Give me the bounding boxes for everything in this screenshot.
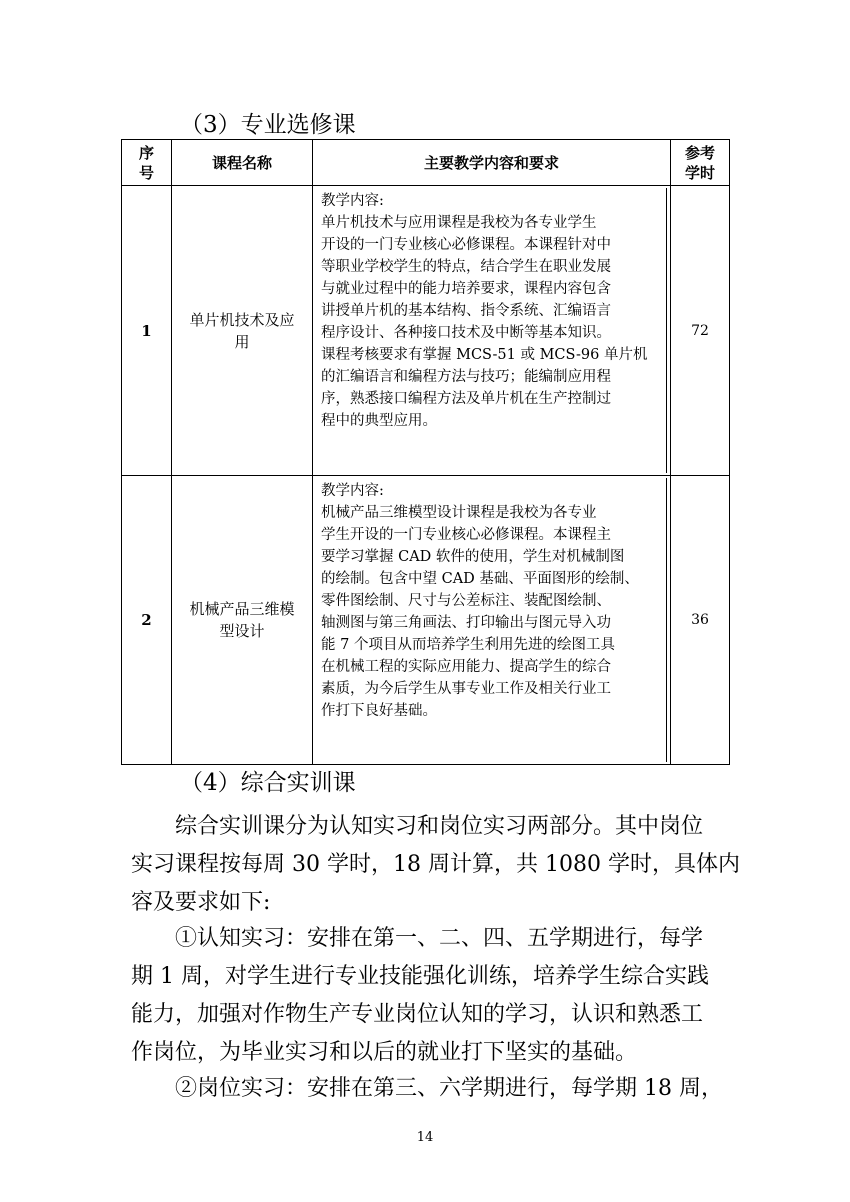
section-title-electives: （3）专业选修课: [180, 112, 356, 138]
content-line: 讲授单片机的基本结构、指令系统、汇编语言: [321, 303, 611, 319]
content-line: 要学习掌握 CAD 软件的使用，学生对机械制图: [321, 549, 625, 565]
course-name: 单片机技术及应 用: [172, 186, 313, 476]
header-course-name: 课程名称: [172, 140, 313, 186]
table-row: [122, 476, 730, 765]
course-content: [313, 186, 671, 476]
table-header-row: [122, 140, 730, 186]
content-line: 的绘制。包含中望 CAD 基础、平面图形的绘制、: [321, 571, 639, 587]
content-line: 单片机技术与应用课程是我校为各专业学生: [321, 215, 597, 231]
intro-paragraph: 综合实训课分为认知实习和岗位实习两部分。其中岗位 实习课程按每周 30 学时，18 周计算，共 1080 学时，具体内 容及要求如下:: [131, 814, 740, 915]
content-line: 序，熟悉接口编程方法及单片机在生产控制过: [321, 391, 611, 407]
content-line: 开设的一门专业核心必修课程。本课程针对中: [321, 237, 611, 253]
content-line: 课程考核要求有掌握 MCS-51 或 MCS-96 单片机: [321, 347, 648, 363]
content-line: 机械产品三维模型设计课程是我校为各专业: [321, 505, 597, 521]
course-hours: 36: [671, 476, 730, 765]
job-internship-paragraph: ②岗位实习：安排在第三、六学期进行，每学期 18 周，: [175, 1076, 723, 1101]
content-line: 的汇编语言和编程方法与技巧；能编制应用程: [321, 369, 611, 385]
header-hours: 参考 学时: [671, 140, 730, 186]
content-line: 作打下良好基础。: [321, 703, 437, 719]
content-line: 程中的典型应用。: [321, 413, 437, 429]
content-line: 轴测图与第三角画法、打印输出与图元导入功: [321, 615, 611, 631]
content-line: 教学内容:: [321, 193, 384, 209]
page-number: 14: [416, 1130, 434, 1145]
content-line: 在机械工程的实际应用能力、提高学生的综合: [321, 659, 611, 675]
row-index: 2: [122, 476, 172, 765]
header-content: 主要教学内容和要求: [313, 140, 671, 186]
content-line: 学生开设的一门专业核心必修课程。本课程主: [321, 527, 611, 543]
row-index: 1: [122, 186, 172, 476]
table-row: [122, 186, 730, 476]
content-line: 与就业过程中的能力培养要求，课程内容包含: [321, 281, 611, 297]
course-name: 机械产品三维模 型设计: [172, 476, 313, 765]
content-line: 教学内容:: [321, 483, 384, 499]
content-line: 程序设计、各种接口技术及中断等基本知识。: [321, 325, 611, 341]
content-line: 零件图绘制、尺寸与公差标注、装配图绘制、: [321, 593, 611, 609]
content-line: 等职业学校学生的特点，结合学生在职业发展: [321, 259, 611, 275]
course-hours: 72: [671, 186, 730, 476]
course-content: [313, 476, 671, 765]
section-title-practical-training: （4）综合实训课: [180, 770, 356, 796]
content-line: 素质，为今后学生从事专业工作及相关行业工: [321, 681, 611, 697]
content-line: 能 7 个项目从而培养学生利用先进的绘图工具: [321, 637, 615, 653]
elective-course-table: [121, 139, 730, 765]
header-index: 序 号: [122, 140, 172, 186]
cognitive-internship-paragraph: ①认知实习：安排在第一、二、四、五学期进行，每学 期 1 周，对学生进行专业技能强化训练，培养学生综合实践 能力，加强对作物生产专业岗位认知的学习，认识和熟悉工 作岗位，为毕业实习和以后的就业打下坚实的基础。: [131, 926, 709, 1065]
